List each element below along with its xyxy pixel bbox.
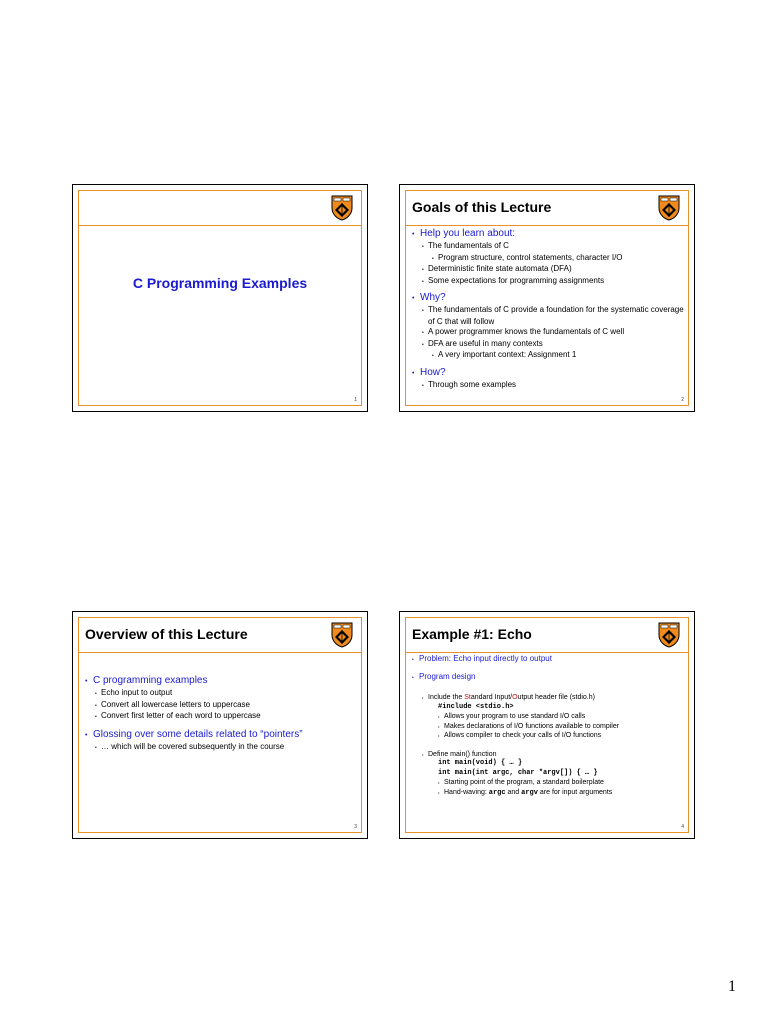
list-item: • Convert all lowercase letters to uppercase [95, 700, 359, 712]
slide-content [412, 227, 686, 391]
list-item: • Some expectations for programming assignments [422, 276, 686, 288]
list-item: • … which will be covered subsequently in the course [95, 742, 359, 754]
slide-frame [78, 190, 362, 406]
list-item-include: • Include the Standard Input/Output header file (stdio.h) [422, 693, 686, 703]
slide-4 [399, 611, 695, 839]
princeton-shield-icon [658, 622, 680, 648]
slide-page-number: 4 [681, 824, 684, 830]
list-item: • Allows your program to use standard I/O calls [438, 712, 686, 722]
princeton-shield-icon [658, 195, 680, 221]
list-item-hand-waving: • Hand-waving: argc and argv are for input arguments [438, 788, 686, 799]
slide-title: Example #1: Echo [412, 626, 532, 642]
slide-content [412, 654, 686, 798]
code-line-main-args: int main(int argc, char *argv[]) { … } [438, 768, 598, 777]
princeton-shield-icon [331, 195, 353, 221]
bullet-why: • Why? [412, 291, 686, 305]
list-item: • The fundamentals of C [422, 241, 686, 253]
list-item: • A power programmer knows the fundamentals of C well [422, 327, 686, 339]
list-item: • Through some examples [422, 380, 686, 392]
slide-page-number: 1 [354, 397, 357, 403]
list-item: • Starting point of the program, a standard boilerplate [438, 778, 686, 788]
list-item: • Deterministic finite state automata (DFA) [422, 264, 686, 276]
slide-title: C Programming Examples [132, 275, 308, 291]
princeton-shield-icon [331, 622, 353, 648]
list-item: • Allows compiler to check your calls of I/O functions [438, 731, 686, 741]
bullet-how: • How? [412, 366, 686, 380]
slide-page-number: 3 [354, 824, 357, 830]
slide-title: Goals of this Lecture [412, 199, 552, 215]
slide-page-number: 2 [681, 397, 684, 403]
bullet-pointers: • Glossing over some details related to “pointers” [85, 728, 359, 742]
slide-content [85, 674, 359, 753]
list-item: • DFA are useful in many contexts [422, 339, 686, 351]
code-line-main-void: int main(void) { … } [438, 759, 523, 767]
document-page-number: 1 [728, 978, 736, 995]
title-divider [405, 652, 689, 653]
code-line-include: #include <stdio.h> [438, 702, 514, 711]
list-item: • Convert first letter of each word to uppercase [95, 711, 359, 723]
bullet-help: • Help you learn about: [412, 227, 686, 241]
slide-3 [72, 611, 368, 839]
list-item: • A very important context: Assignment 1 [432, 350, 686, 362]
list-item: • The fundamentals of C provide a foundation for the systematic coverage of C that will follow [422, 305, 686, 327]
slide-2 [399, 184, 695, 412]
bullet-problem: • Problem: Echo input directly to output [412, 654, 686, 665]
list-item: • Program structure, control statements, character I/O [432, 253, 686, 265]
slide-1 [72, 184, 368, 412]
bullet-examples: • C programming examples [85, 674, 359, 688]
title-divider [405, 225, 689, 226]
list-item-define: • Define main() function [422, 750, 686, 760]
list-item: • Makes declarations of I/O functions available to compiler [438, 722, 686, 732]
slide-title: Overview of this Lecture [85, 626, 248, 642]
title-divider [78, 225, 362, 226]
list-item: • Echo input to output [95, 688, 359, 700]
title-divider [78, 652, 362, 653]
bullet-design: • Program design [412, 672, 686, 683]
